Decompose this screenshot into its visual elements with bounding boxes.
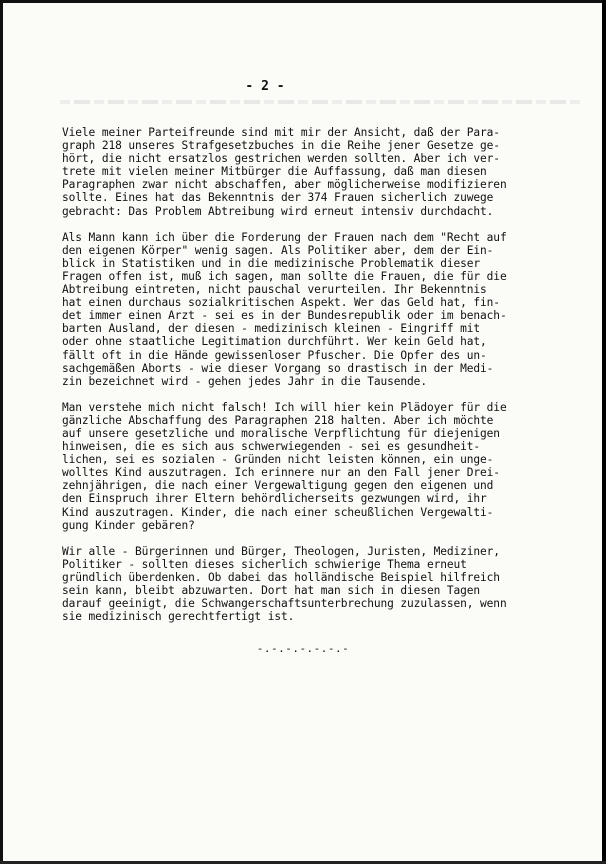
scan-border-top (0, 0, 606, 3)
scan-border-left (0, 0, 3, 864)
paragraph-3: Man verstehe mich nicht falsch! Ich will hier kein Plädoyer für die gänzliche Abschaffung des Paragraphen 218 halten. Aber ich möchte auf unsere gesetzliche und moralische Verpflichtung für diejenigen hinweisen, die es sich aus schwerwiegenden - sei es gesundheit- lichen, sei es sozialen - Gründen nicht leisten können, ein unge- wolltes Kind auszutragen. Ich erinnere nur an den Fall jener Drei- zehnjährigen, die nach einer Vergewaltigung gegen den eigenen und den Einspruch ihrer Eltern behördlicherseits gezwungen wird, ihr Kind auszutragen. Kinder, die nach einer scheußlichen Vergewalti- gung Kinder gebären? (62, 400, 507, 532)
paragraph-1: Viele meiner Parteifreunde sind mit mir der Ansicht, daß der Para- graph 218 unseres Strafgesetzbuches in die Reihe jener Gesetze ge- hört, die nicht ersatzlos gestrichen werden sollten. Aber ich ver- trete mit vielen meiner Mitbürger die Auffassung, daß man diesen Paragraphen zwar nicht abschaffen, aber möglicherweise modifizieren sollte. Eines hat das Bekenntnis der 374 Frauen sicherlich zuwege gebracht: Das Problem Abtreibung wird erneut intensiv durchdacht. (62, 126, 507, 218)
paragraph-2: Als Mann kann ich über die Forderung der Frauen nach dem "Recht auf den eigenen Körper" wenig sagen. Als Politiker aber, dem der Ein- blick in Statistiken und in die medizinische Problematik dieser Fragen offen ist, muß ich sagen, man sollte die Frauen, die für die Abtreibung eintreten, nicht pauschal verurteilen. Ihr Bekenntnis hat einen durchaus sozialkritischen Aspekt. Wer das Geld hat, fin- det immer einen Arzt - sei es in der Bundesrepublik oder im benach- barten Ausland, der diesen - medizinisch kleinen - Eingriff mit oder ohne staatliche Legitimation durchführt. Wer kein Geld hat, fällt oft in die Hände gewissenloser Pfuscher. Die Opfer des un- sachgemäßen Aborts - wie dieser Vorgang so drastisch in der Medi- zin bezeichnet wird - gehen jedes Jahr in die Tausende. (62, 230, 507, 388)
page-number: - 2 - (245, 79, 285, 94)
end-mark: -.-.-.-.-.-.- (256, 642, 350, 655)
scan-border-right (602, 0, 606, 864)
bleed-through-artifact (60, 100, 580, 104)
paragraph-4: Wir alle - Bürgerinnen und Bürger, Theologen, Juristen, Mediziner, Politiker - sollten dieses sicherlich schwierige Thema erneut gründlich überdenken. Ob dabei das holländische Beispiel hilfreich sein kann, bleibt abzuwarten. Dort hat man sich in diesen Tagen darauf geeinigt, die Schwangerschaftsunterbrechung zuzulassen, wenn sie medizinisch gerechtfertigt ist. (62, 544, 507, 624)
body-text (62, 126, 562, 636)
